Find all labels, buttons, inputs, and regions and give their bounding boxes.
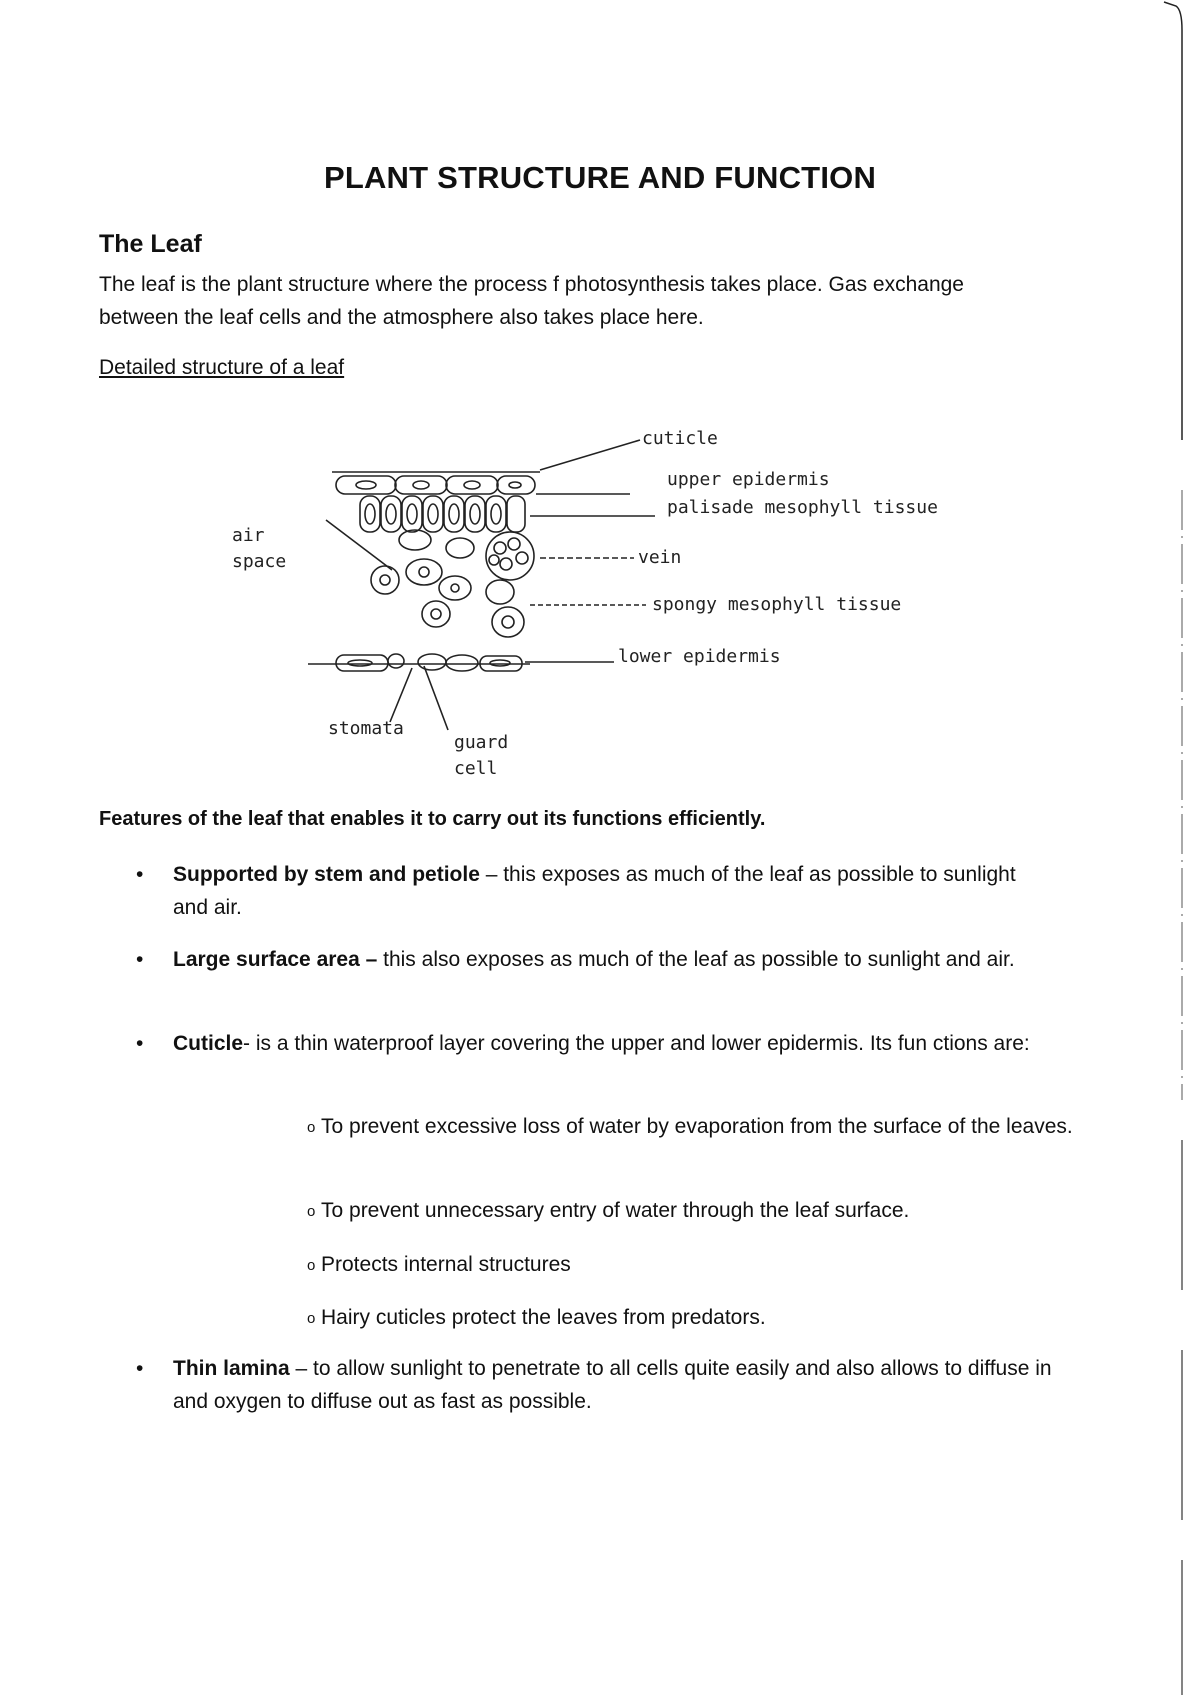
section-heading: The Leaf (99, 230, 202, 258)
bullet-icon: • (136, 948, 144, 971)
diagram-heading: Detailed structure of a leaf (99, 356, 345, 379)
label-lower-epidermis: lower epidermis (618, 646, 781, 667)
label-palisade: palisade mesophyll tissue (667, 497, 938, 518)
cuticle-function-text: To prevent excessive loss of water by evaporation from the surface of the leaves. (321, 1115, 1073, 1138)
label-air: air (232, 525, 265, 546)
cuticle-function-2 (307, 1194, 1080, 1228)
intro-paragraph: The leaf is the plant structure where the process f photosynthesis takes place. Gas exchange between the leaf cells and the atmosphere also takes place here. (99, 273, 964, 329)
feature-term: Large surface area – (173, 948, 378, 971)
bullet-icon: • (136, 863, 144, 886)
label-guard: guard (454, 732, 509, 753)
feature-term: Supported by stem and petiole (173, 863, 480, 886)
circle-bullet-icon: o (307, 1310, 316, 1327)
feature-text: – this exposes as much of the leaf as possible to sunlight and air. (173, 863, 1016, 919)
cuticle-function-3 (307, 1248, 1080, 1282)
feature-term: Thin lamina (173, 1357, 290, 1380)
cuticle-function-text: Hairy cuticles protect the leaves from predators. (321, 1306, 766, 1329)
label-cell: cell (454, 758, 498, 779)
cuticle-function-1 (307, 1110, 1080, 1144)
feature-text: this also exposes as much of the leaf as possible to sunlight and air. (377, 948, 1015, 971)
scan-edge-line (1162, 0, 1200, 1701)
circle-bullet-icon: o (307, 1119, 316, 1136)
label-stomata: stomata (328, 718, 404, 739)
feature-term: Cuticle (173, 1032, 244, 1055)
cuticle-function-text: To prevent unnecessary entry of water through the leaf surface. (321, 1199, 910, 1222)
cuticle-function-text: Protects internal structures (321, 1253, 571, 1276)
circle-bullet-icon: o (307, 1203, 316, 1220)
feature-item-1 (136, 858, 1053, 924)
bullet-icon: • (136, 1357, 144, 1380)
page-title: PLANT STRUCTURE AND FUNCTION (323, 160, 877, 195)
feature-text: - is a thin waterproof layer covering the upper and lower epidermis. Its fun ctions are: (243, 1032, 1030, 1055)
features-heading: Features of the leaf that enables it to carry out its functions efficiently. (99, 808, 766, 830)
circle-bullet-icon: o (307, 1257, 316, 1274)
bullet-icon: • (136, 1032, 144, 1055)
leaf-structure-diagram (0, 400, 1200, 790)
cuticle-function-4 (307, 1301, 1080, 1335)
feature-item-4 (136, 1352, 1053, 1418)
feature-item-2 (136, 943, 1053, 976)
label-upper-epidermis: upper epidermis (667, 469, 830, 490)
feature-text: – to allow sunlight to penetrate to all cells quite easily and also allows to diffuse in and oxygen to diffuse out as fast as possible. (173, 1357, 1052, 1413)
label-vein: vein (638, 547, 682, 568)
label-spongy: spongy mesophyll tissue (652, 594, 902, 615)
label-space: space (232, 551, 287, 572)
label-cuticle: cuticle (642, 428, 718, 449)
feature-item-3 (136, 1027, 1053, 1060)
